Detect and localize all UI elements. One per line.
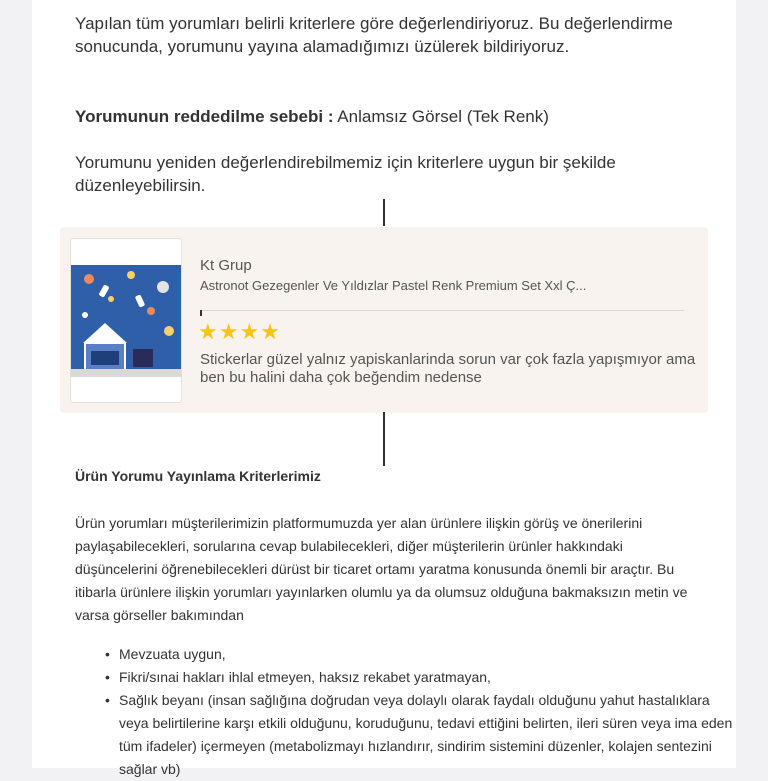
intro-text [75,12,675,58]
review-comment: Stickerlar güzel yalnız yapiskanlarinda sorun var çok fazla yapışmıyor ama ben bu halini daha çok beğendim nedense [200,351,696,386]
connector-line-bottom [383,412,385,466]
product-thumbnail[interactable] [70,238,182,403]
criteria-item: • Sağlık beyanı (insan sağlığına doğrudan veya dolaylı olarak faydalı olduğunu yahut hastalıklara veya belirtilerine karşı etkili olduğunu, koruduğunu, tedavi ettiğini belirten, ileri süren veya ima eden tüm ifadeler) içermeyen (metabolizmayı hızlandırır, sindirim sistemini düzenler, kolajen sentezini sağlar vb) [119,689,739,781]
review-card[interactable] [60,227,708,413]
seller-name: Kt Grup [200,257,252,274]
resubmit-text: Yorumunu yeniden değerlendirebilmemiz için kriterlere uygun bir şekilde düzenleyebilirsin. [75,153,616,195]
criteria-title: Ürün Yorumu Yayınlama Kriterlerimiz [75,468,321,484]
criteria-list [75,643,739,781]
rejection-reason-value: Anlamsız Görsel (Tek Renk) [337,107,549,126]
email-body [32,0,736,777]
star-rating: ★★★★ [198,319,281,344]
connector-line-top [383,199,385,226]
criteria-item: • Mevzuata uygun, [119,643,739,666]
card-divider [200,310,684,311]
criteria-item: • Fikri/sınai hakları ihlal etmeyen, haksız rekabet yaratmayan, [119,666,739,689]
product-image [71,265,181,377]
rejection-reason-label: Yorumunun reddedilme sebebi : [75,107,334,126]
card-divider-tick [200,310,202,316]
rejection-reason [75,105,549,128]
intro-paragraph: Yapılan tüm yorumları belirli kriterlere göre değerlendiriyoruz. Bu değerlendirme sonucunda, yorumunu yayına alamadığımızı üzülerek bildiriyoruz. [75,14,673,56]
product-name[interactable]: Astronot Gezegenler Ve Yıldızlar Pastel Renk Premium Set Xxl Ç... [200,278,587,293]
criteria-body: Ürün yorumları müşterilerimizin platformumuzda yer alan ürünlere ilişkin görüş ve önerilerini paylaşabilecekleri, sorularına cevap bulabilecekleri, diğer müşterilerin ürünler hakkındaki düşüncelerini öğrenebilecekleri dürüst bir ticaret ortamı yaratma konusunda önemli bir araçtır. Bu itibarla ürünlere ilişkin yorumları yayınlarken olumlu ya da olumsuz olduğuna bakmaksızın metin ve varsa görseller bakımından [75,515,688,623]
